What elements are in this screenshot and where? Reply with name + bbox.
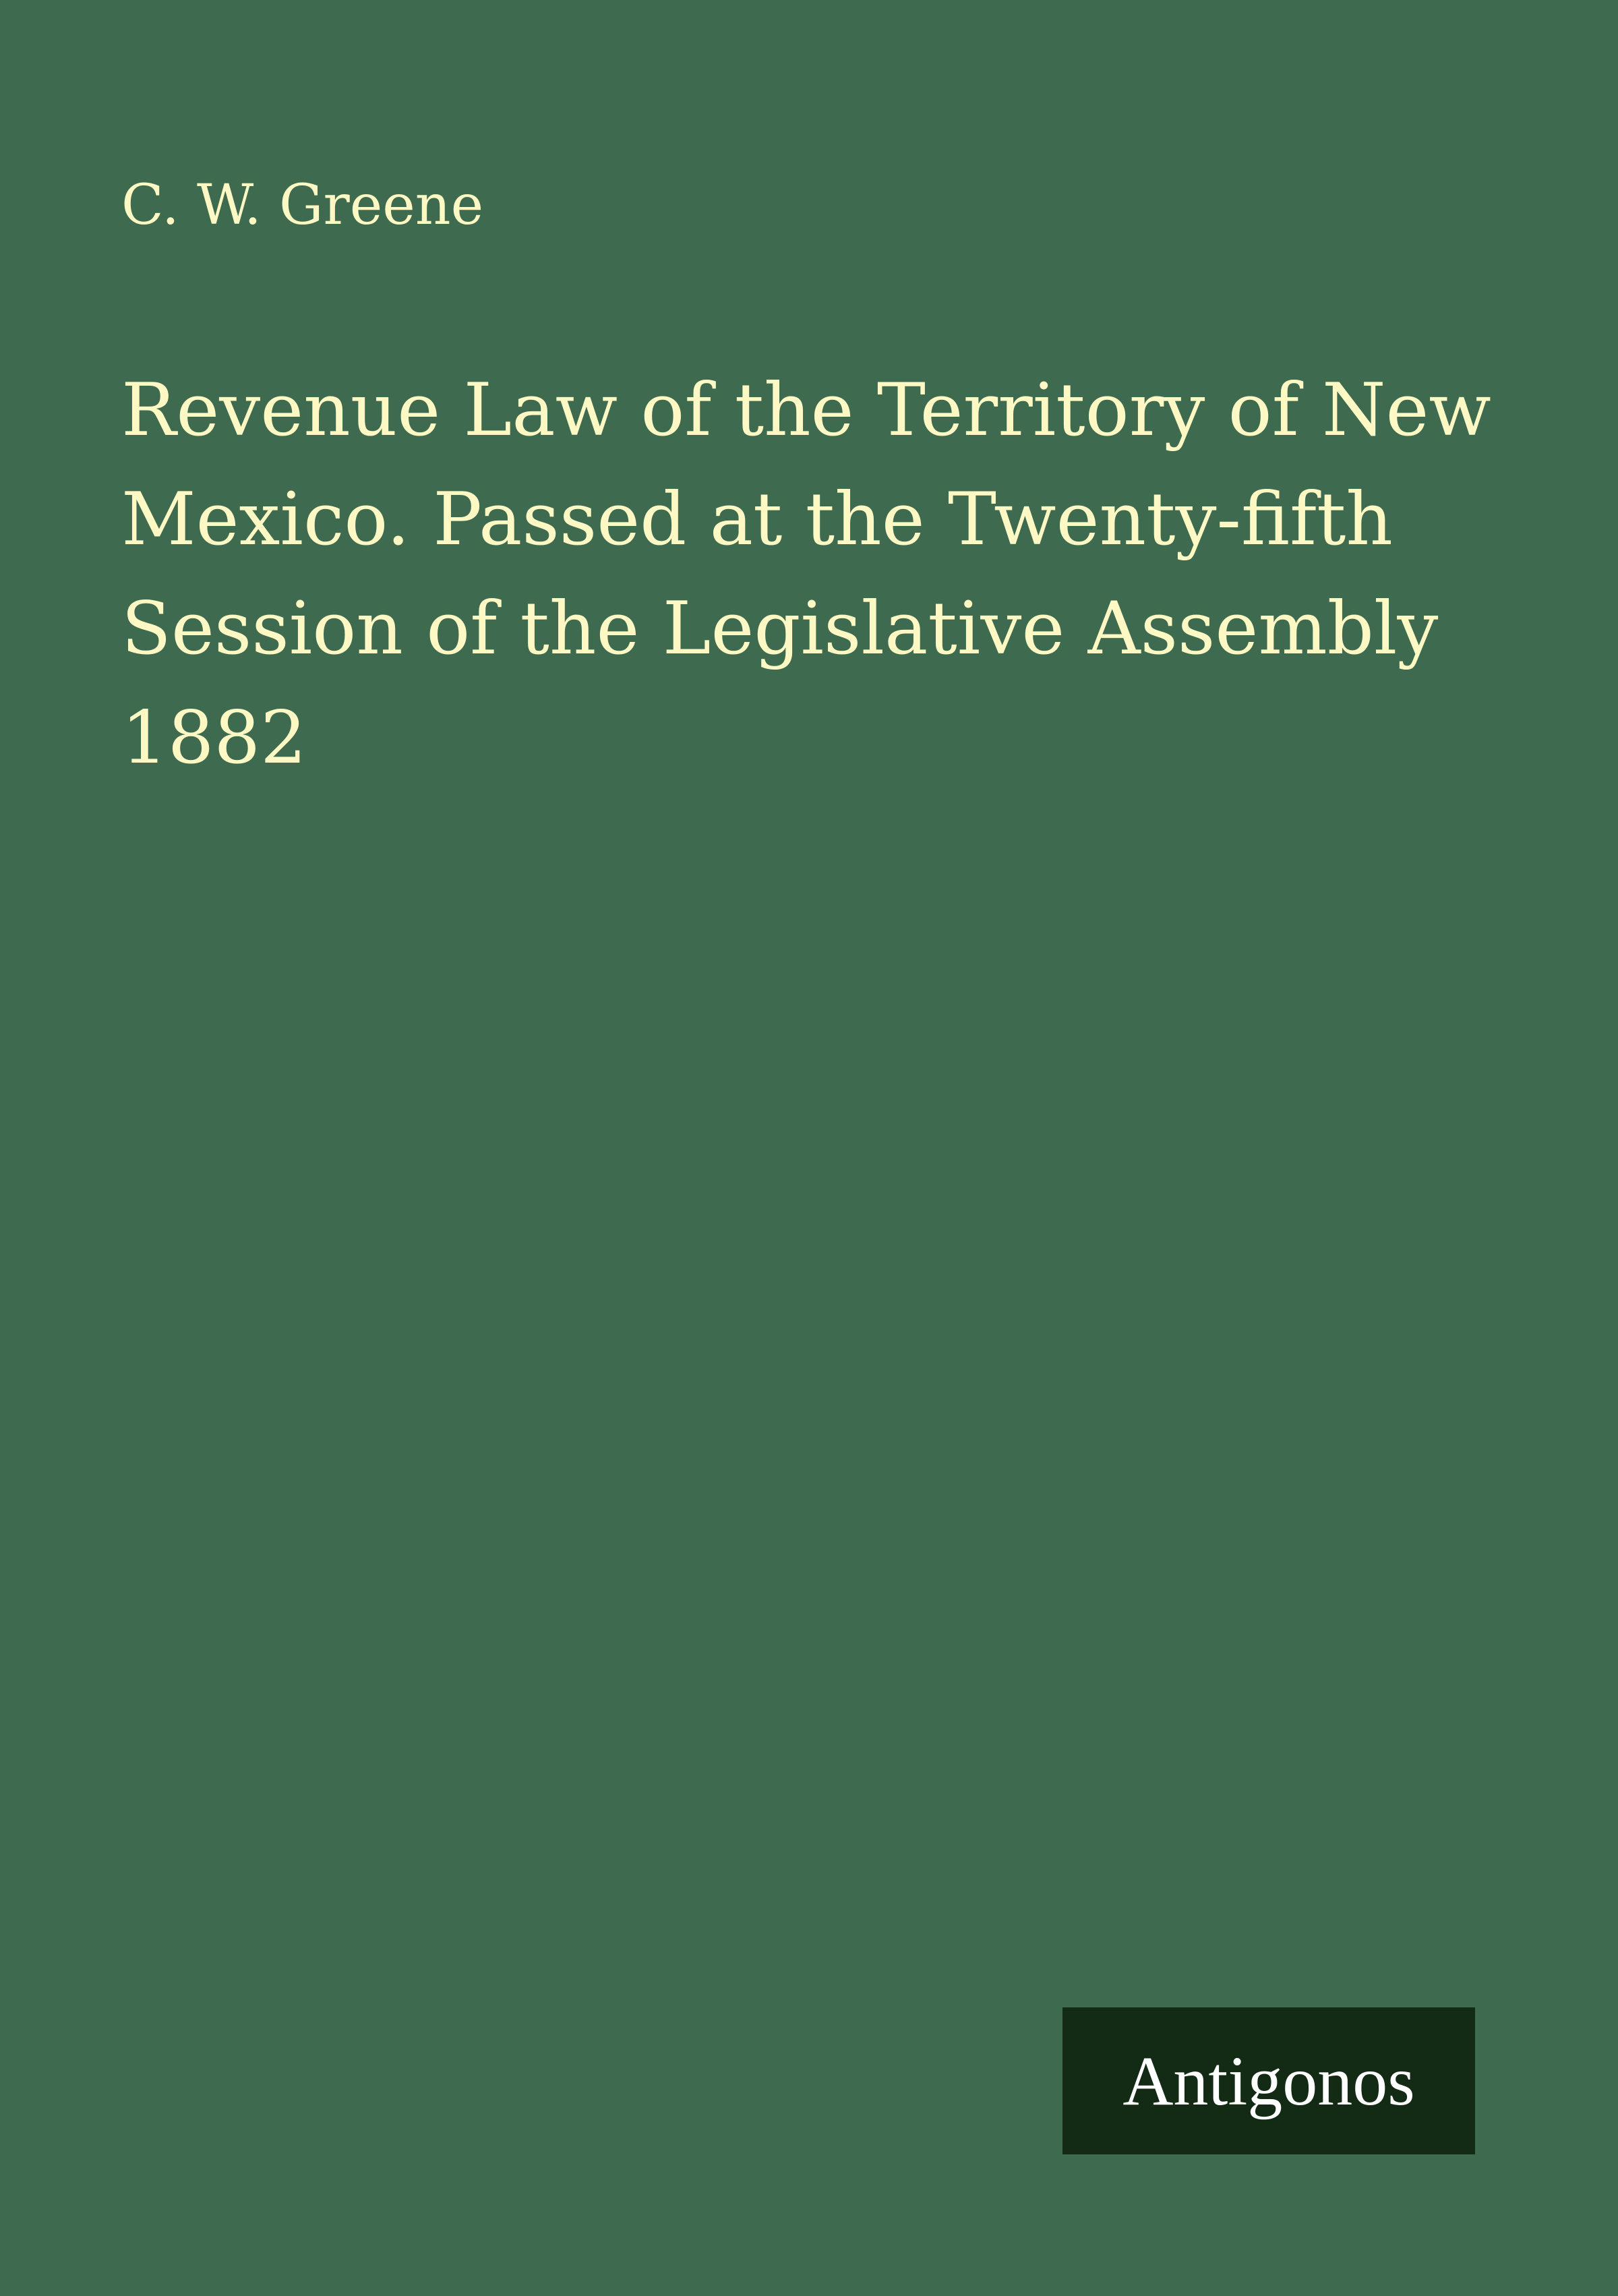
publisher-badge bbox=[1062, 2007, 1475, 2154]
author-name: C. W. Greene bbox=[121, 173, 484, 237]
book-title: Revenue Law of the Territory of New Mexico. Passed at the Twenty-fifth Session of the Legislative Assembly 1882 bbox=[121, 368, 1491, 780]
publisher-name: Antigonos bbox=[1122, 2042, 1415, 2120]
